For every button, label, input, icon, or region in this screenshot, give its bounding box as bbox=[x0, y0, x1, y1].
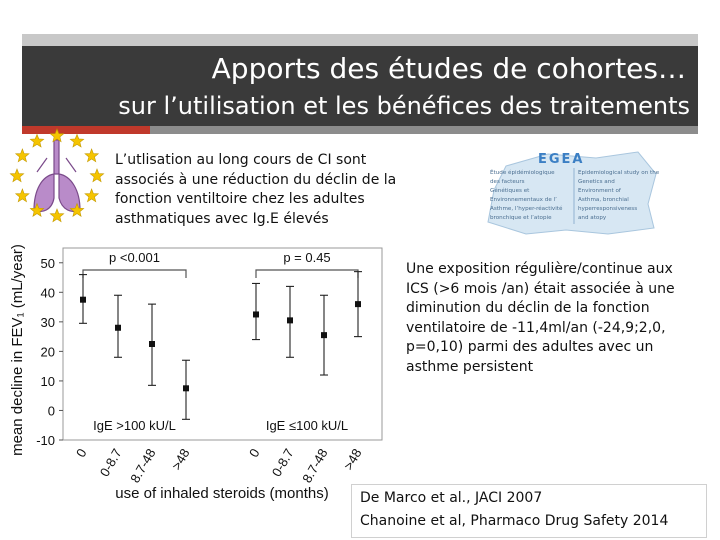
x-category-label: 8.7-48 bbox=[127, 446, 159, 486]
egea-left-line: bronchique et l’atopie bbox=[490, 215, 552, 221]
group-bracket bbox=[83, 270, 186, 278]
group-p-value: p <0.001 bbox=[109, 250, 160, 265]
plot-frame bbox=[63, 248, 382, 440]
slide-subtitle: sur l’utilisation et les bénéfices des traitements bbox=[118, 92, 690, 120]
x-category-label: 8.7-48 bbox=[299, 446, 331, 486]
data-point bbox=[321, 332, 327, 338]
egea-left-line: des facteurs bbox=[490, 179, 525, 185]
accent-bar-grey bbox=[150, 126, 698, 134]
egea-right-line: Asthma, bronchial bbox=[578, 197, 629, 203]
eu-star-icon bbox=[85, 189, 98, 202]
x-category-label: 0-8.7 bbox=[96, 446, 125, 480]
eu-star-icon bbox=[30, 134, 43, 147]
eu-star-icon bbox=[16, 189, 29, 202]
y-tick-label: 10 bbox=[40, 373, 55, 389]
group-bracket bbox=[256, 270, 358, 278]
group-label: IgE ≤100 kU/L bbox=[265, 418, 349, 433]
x-category-label: >48 bbox=[168, 446, 193, 473]
title-bar bbox=[22, 46, 698, 126]
chart-xlabel: use of inhaled steroids (months) bbox=[115, 485, 329, 502]
y-tick-label: 50 bbox=[40, 255, 55, 271]
eu-star-icon bbox=[85, 149, 98, 162]
y-tick-label: 20 bbox=[40, 344, 55, 360]
group-label: IgE >100 kU/L bbox=[93, 418, 176, 433]
egea-left-line: Génétiques et bbox=[490, 188, 530, 194]
data-point bbox=[115, 325, 121, 331]
eu-star-icon bbox=[16, 149, 29, 162]
slide-title: Apports des études de cohortes… bbox=[211, 52, 686, 85]
data-point bbox=[183, 385, 189, 391]
egea-right-line: hyperresponsiveness bbox=[578, 206, 638, 212]
data-point bbox=[80, 297, 86, 303]
egea-title: EGEA bbox=[538, 152, 585, 167]
reference-1: De Marco et al., JACI 2007 bbox=[360, 490, 543, 506]
egea-right-line: Epidemiological study on the bbox=[578, 170, 660, 176]
egea-right-line: Environment of bbox=[578, 188, 621, 194]
title-top-border bbox=[22, 34, 698, 46]
x-category-label: >48 bbox=[340, 446, 365, 473]
egea-logo bbox=[478, 148, 662, 236]
data-point bbox=[253, 311, 259, 317]
data-point bbox=[355, 301, 361, 307]
group-p-value: p = 0.45 bbox=[283, 250, 331, 265]
data-point bbox=[149, 341, 155, 347]
plot-area bbox=[36, 248, 382, 485]
y-tick-label: 40 bbox=[40, 285, 55, 301]
y-tick-label: 0 bbox=[47, 403, 55, 419]
chart-ylabel: mean decline in FEV₁ (mL/year) bbox=[9, 244, 26, 456]
egea-left-line: Asthme, l’hyper-réactivité bbox=[490, 206, 563, 212]
y-tick-label: -10 bbox=[36, 433, 55, 448]
egea-right-line: Genetics and bbox=[578, 179, 615, 185]
lungs-graphic bbox=[34, 140, 80, 212]
egea-left-line: Étude épidémiologique bbox=[490, 170, 555, 176]
text-block-right: Une exposition régulière/continue aux ICS (>6 mois /an) était associée à une diminution du déclin de la fonction ventilatoire de -11,4ml/an (-24,9;2,0, p=0,10) parmi des adultes avec un asthme persistent bbox=[406, 261, 675, 375]
reference-2: Chanoine et al, Pharmaco Drug Safety 2014 bbox=[360, 513, 669, 529]
fev1-decline-chart bbox=[0, 240, 400, 540]
references-box bbox=[351, 484, 707, 538]
eu-star-icon bbox=[10, 169, 23, 182]
egea-right-line: and atopy bbox=[578, 215, 607, 221]
eu-star-icon bbox=[90, 169, 103, 182]
x-category-label: 0 bbox=[245, 446, 263, 460]
x-category-label: 0 bbox=[72, 446, 90, 460]
data-point bbox=[287, 317, 293, 323]
x-category-label: 0-8.7 bbox=[268, 446, 297, 480]
egea-left-line: Environnementaux de l’ bbox=[490, 197, 557, 203]
eu-lungs-logo bbox=[2, 128, 112, 228]
text-block-left: L’utlisation au long cours de CI sont associés à une réduction du déclin de la fonction ventiltoire chez les adultes asthmatiques avec Ig.E élevés bbox=[115, 152, 397, 227]
y-tick-label: 30 bbox=[40, 314, 55, 330]
eu-star-icon bbox=[50, 209, 63, 222]
eu-star-icon bbox=[70, 134, 83, 147]
